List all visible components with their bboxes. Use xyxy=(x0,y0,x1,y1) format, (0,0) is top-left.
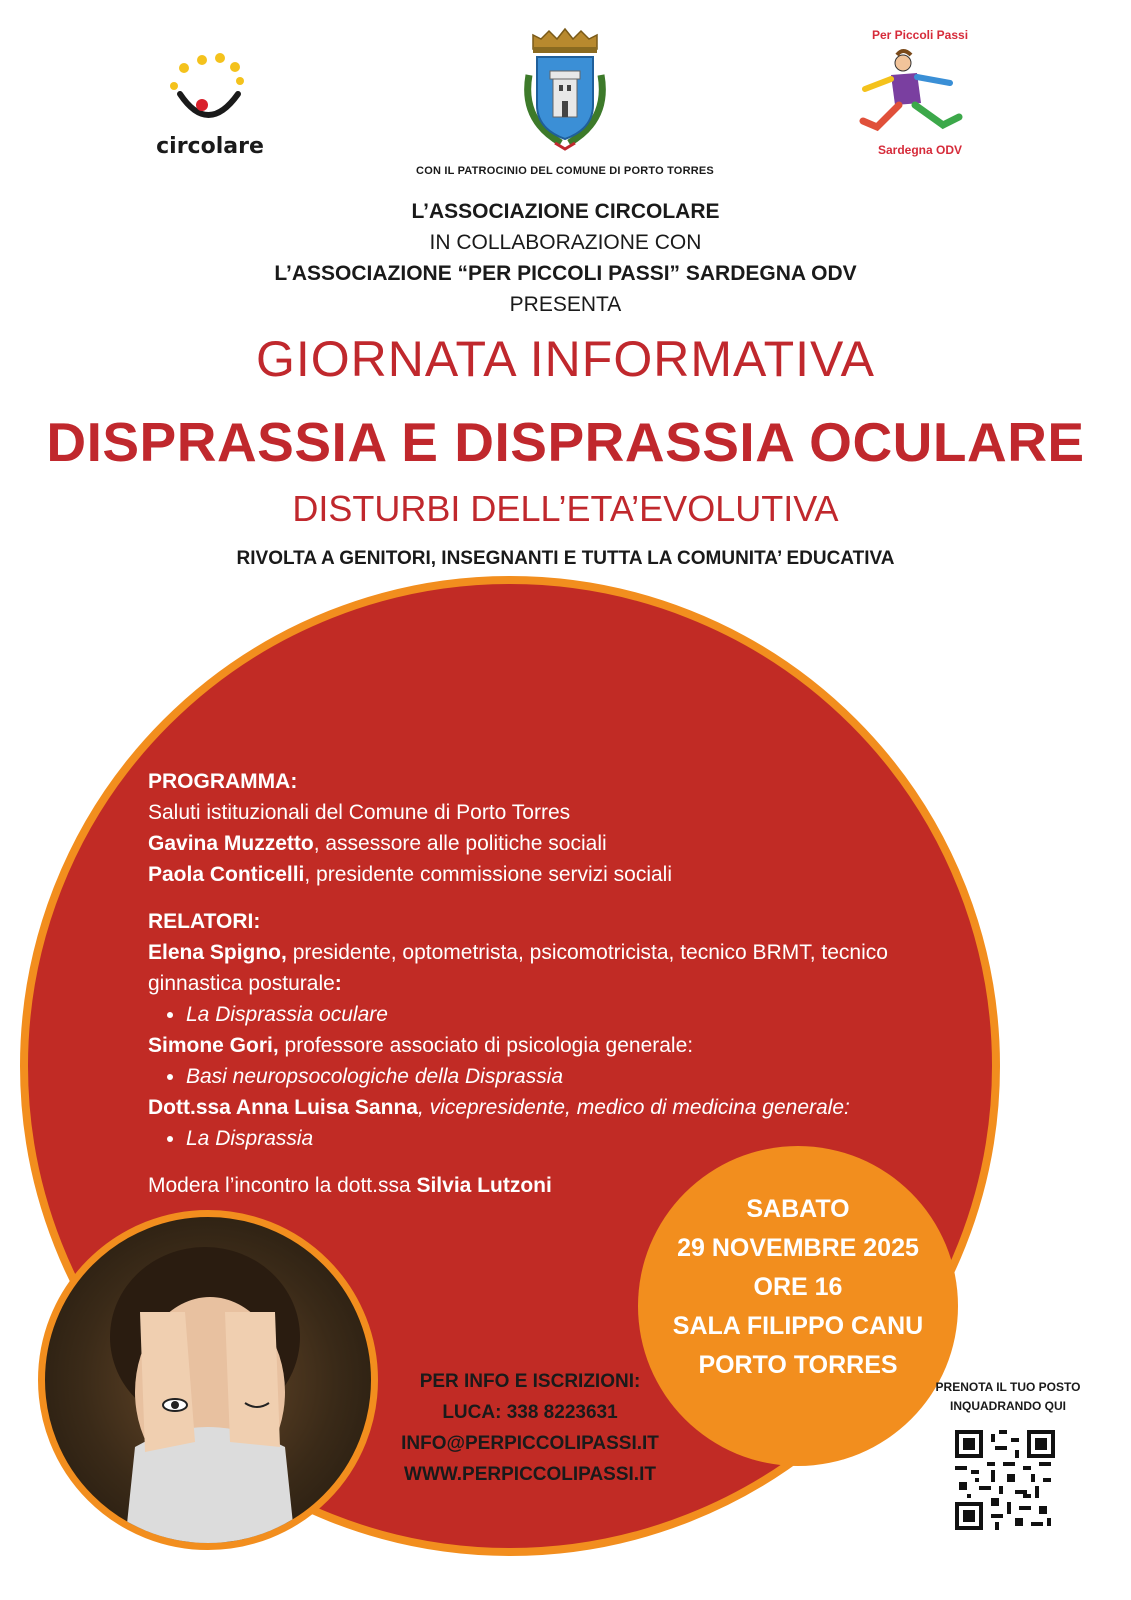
event-main-title: DISPRASSIA E DISPRASSIA OCULARE xyxy=(46,411,1085,473)
event-details xyxy=(638,1190,958,1385)
qr-code-icon[interactable] xyxy=(955,1430,1055,1530)
circolare-wordmark: circolare xyxy=(156,134,264,159)
relatore-sanna xyxy=(148,1092,1028,1123)
program-section xyxy=(148,766,1028,1201)
per-piccoli-passi-logo xyxy=(855,25,985,165)
moderator-prefix: Modera l’incontro la dott.ssa xyxy=(148,1174,417,1197)
topic-item: • La Disprassia xyxy=(186,1123,1028,1154)
ppp-logo-top-text: Per Piccoli Passi xyxy=(871,28,969,42)
comune-crest xyxy=(515,25,615,155)
collaboration-text: IN COLLABORAZIONE CON xyxy=(429,231,702,254)
event-venue: SALA FILIPPO CANU xyxy=(672,1312,924,1340)
info-website[interactable]: WWW.PERPICCOLIPASSI.IT xyxy=(404,1464,656,1485)
speaker-conticelli xyxy=(148,859,1028,890)
relatore-gori xyxy=(148,1030,1028,1061)
info-block xyxy=(380,1366,680,1490)
ppp-logo-bottom-text: Sardegna ODV xyxy=(877,143,963,157)
speaker-role: , vicepresidente, medico di medicina generale: xyxy=(417,1096,850,1119)
child-photo xyxy=(38,1210,378,1550)
info-heading: PER INFO E ISCRIZIONI: xyxy=(419,1371,641,1392)
event-date: 29 NOVEMBRE 2025 xyxy=(677,1234,919,1262)
speaker-name: Simone Gori, xyxy=(148,1034,279,1057)
crest-icon xyxy=(515,25,615,155)
info-email[interactable]: INFO@PERPICCOLIPASSI.IT xyxy=(401,1433,659,1454)
event-type-title: GIORNATA INFORMATIVA xyxy=(255,331,876,387)
topic-item: • Basi neuropsocologiche della Disprassia xyxy=(186,1061,1028,1092)
circolare-logo xyxy=(150,50,270,170)
qr-label-line2: INQUADRANDO QUI xyxy=(950,1399,1066,1413)
patronage-text: CON IL PATROCINIO DEL COMUNE DI PORTO TORRES xyxy=(416,165,714,177)
colon: : xyxy=(334,972,342,995)
event-subtitle: DISTURBI DELL’ETA’EVOLUTIVA xyxy=(292,488,839,529)
speaker-role: , assessore alle politiche sociali xyxy=(313,832,607,855)
relatori-heading: RELATORI: xyxy=(148,910,261,933)
association-per-piccoli-passi: L’ASSOCIAZIONE “PER PICCOLI PASSI” SARDEGNA ODV xyxy=(274,262,857,285)
speaker-role: presidente, optometrista, psicomotricista, tecnico BRMT, tecnico ginnastica posturale xyxy=(148,941,888,995)
speaker-name: Gavina Muzzetto xyxy=(148,832,314,855)
audience-text: RIVOLTA A GENITORI, INSEGNANTI E TUTTA LA COMUNITA’ EDUCATIVA xyxy=(236,548,895,569)
moderator-name: Silvia Lutzoni xyxy=(416,1174,552,1197)
child-covering-eyes-image xyxy=(45,1217,371,1543)
speaker-role: professore associato di psicologia generale: xyxy=(278,1034,694,1057)
speaker-name: Elena Spigno, xyxy=(148,941,287,964)
event-day: SABATO xyxy=(746,1195,850,1223)
speaker-name: Paola Conticelli xyxy=(148,863,305,886)
event-city: PORTO TORRES xyxy=(698,1351,898,1379)
qr-label-line1: PRENOTA IL TUO POSTO xyxy=(935,1380,1081,1394)
relatore-spigno xyxy=(148,937,938,999)
program-heading: PROGRAMMA: xyxy=(148,770,298,793)
institutional-greetings: Saluti istituzionali del Comune di Porto Torres xyxy=(148,801,571,824)
speaker-muzzetto xyxy=(148,828,1028,859)
presents-text: PRESENTA xyxy=(509,293,622,316)
association-circolare: L’ASSOCIAZIONE CIRCOLARE xyxy=(411,200,720,223)
circolare-emblem-icon xyxy=(150,50,270,140)
speaker-role: , presidente commissione servizi sociali xyxy=(304,863,673,886)
qr-label xyxy=(918,1378,1098,1416)
speaker-name: Dott.ssa Anna Luisa Sanna xyxy=(148,1096,418,1119)
event-time: ORE 16 xyxy=(753,1273,843,1301)
topic-item: • La Disprassia oculare xyxy=(186,999,1028,1030)
info-phone[interactable]: LUCA: 338 8223631 xyxy=(442,1402,618,1423)
